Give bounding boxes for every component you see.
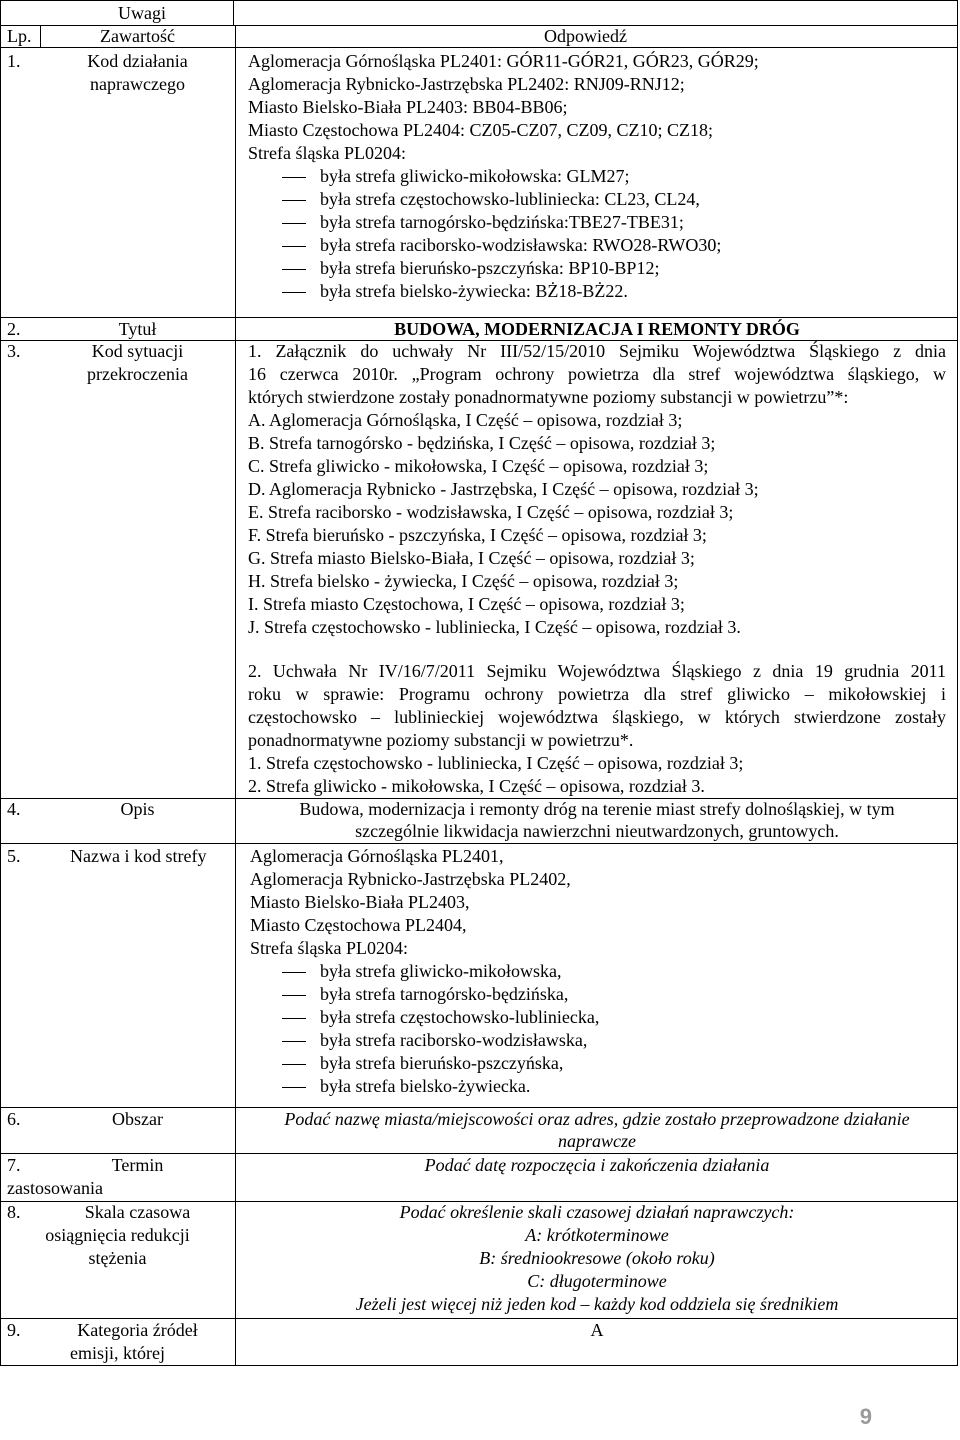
dash-bullet <box>282 1087 306 1088</box>
paragraph-line: których stwierdzone zostały ponadnormatywne poziomy substancji w powietrzu”*: <box>248 387 849 407</box>
list-item: była strefa częstochowsko-lubliniecka, <box>320 1007 600 1027</box>
dash-bullet <box>282 1064 306 1065</box>
list-item: 1. Strefa częstochowsko - lubliniecka, I Część – opisowa, rozdział 3; <box>248 753 744 773</box>
row-number: 6. <box>7 1109 21 1129</box>
row-value: szczególnie likwidacja nawierzchni nieutwardzonych, gruntowych. <box>355 821 839 841</box>
list-item: Strefa śląska PL0204: <box>248 143 406 163</box>
row-label: przekroczenia <box>87 364 188 384</box>
row-number: 5. <box>7 846 21 866</box>
row-label: emisji, której <box>70 1343 165 1363</box>
list-item: była strefa tarnogórsko-będzińska:TBE27-TBE31; <box>320 212 684 232</box>
row-label: Kod sytuacji <box>91 341 184 361</box>
row-number: 7. <box>7 1155 21 1175</box>
list-item: była strefa raciborsko-wodzisławska, <box>320 1030 588 1050</box>
row-value: BUDOWA, MODERNIZACJA I REMONTY DRÓG <box>394 319 800 339</box>
list-item: była strefa bielsko-żywiecka: BŻ18-BŻ22. <box>320 281 628 301</box>
row-number: 2. <box>7 319 21 339</box>
list-item: była strefa bieruńsko-pszczyńska, <box>320 1053 564 1073</box>
table-title: Uwagi <box>118 3 166 23</box>
row-label: naprawczego <box>90 74 185 94</box>
row-value: Podać datę rozpoczęcia i zakończenia działania <box>424 1155 770 1175</box>
row-label: Obszar <box>112 1109 163 1129</box>
row-number: 3. <box>7 341 21 361</box>
column-divider <box>233 0 234 25</box>
row-value: B: średniookresowe (około roku) <box>479 1248 715 1268</box>
list-item: była strefa gliwicko-mikołowska, <box>320 961 562 981</box>
row-value: A <box>590 1320 604 1340</box>
row-value: Podać nazwę miasta/miejscowości oraz adres, gdzie zostało przeprowadzone działanie <box>284 1109 910 1129</box>
paragraph-line: częstochowsko – lublinieckiej województwa śląskiego, w których stwierdzone zostały <box>248 707 946 727</box>
column-header-lp: Lp. <box>7 26 32 46</box>
list-item: była strefa gliwicko-mikołowska: GLM27; <box>320 166 630 186</box>
dash-bullet <box>282 177 306 178</box>
row-label: Nazwa i kod strefy <box>70 846 207 866</box>
list-item: H. Strefa bielsko - żywiecka, I Część – opisowa, rozdział 3; <box>248 571 679 591</box>
dash-bullet <box>282 1018 306 1019</box>
list-item: J. Strefa częstochowsko - lubliniecka, I Część – opisowa, rozdział 3. <box>248 617 741 637</box>
row-label: Kategoria źródeł <box>77 1320 198 1340</box>
dash-bullet <box>282 972 306 973</box>
list-item: była strefa bieruńsko-pszczyńska: BP10-BP12; <box>320 258 660 278</box>
dash-bullet <box>282 292 306 293</box>
row-number: 4. <box>7 799 21 819</box>
list-item: Miasto Bielsko-Biała PL2403, <box>250 892 470 912</box>
row-value: A: krótkoterminowe <box>525 1225 669 1245</box>
dash-bullet <box>282 1041 306 1042</box>
column-header-odpowiedz: Odpowiedź <box>544 26 627 46</box>
paragraph-line: 1. Załącznik do uchwały Nr III/52/15/2010 Sejmiku Województwa Śląskiego z dnia <box>248 341 946 361</box>
list-item: Miasto Częstochowa PL2404, <box>250 915 467 935</box>
row-value: C: długoterminowe <box>527 1271 667 1291</box>
row-value: Jeżeli jest więcej niż jeden kod – każdy kod oddziela się średnikiem <box>355 1294 839 1314</box>
list-item: Aglomeracja Rybnicko-Jastrzębska PL2402, <box>250 869 571 889</box>
list-item: Strefa śląska PL0204: <box>250 938 408 958</box>
dash-bullet <box>282 995 306 996</box>
dash-bullet <box>282 200 306 201</box>
row-value: naprawcze <box>558 1131 636 1151</box>
list-item: D. Aglomeracja Rybnicko - Jastrzębska, I Część – opisowa, rozdział 3; <box>248 479 759 499</box>
page-number: 9 <box>859 1404 872 1429</box>
row-number: 8. <box>7 1202 21 1222</box>
row-value: Podać określenie skali czasowej działań naprawczych: <box>399 1202 795 1222</box>
dash-bullet <box>282 269 306 270</box>
dash-bullet <box>282 246 306 247</box>
dash-bullet <box>282 223 306 224</box>
row-label: Tytuł <box>118 319 157 339</box>
row-label: Skala czasowa <box>84 1202 191 1222</box>
row-label: stężenia <box>88 1248 147 1268</box>
list-item: Aglomeracja Górnośląska PL2401: GÓR11-GÓR21, GÓR23, GÓR29; <box>248 51 759 71</box>
list-item: C. Strefa gliwicko - mikołowska, I Część – opisowa, rozdział 3; <box>248 456 709 476</box>
column-header-zawartosc: Zawartość <box>100 26 175 46</box>
list-item: Aglomeracja Rybnicko-Jastrzębska PL2402: RNJ09-RNJ12; <box>248 74 685 94</box>
row-label: Opis <box>120 799 155 819</box>
row-label: Kod działania <box>87 51 188 71</box>
list-item: A. Aglomeracja Górnośląska, I Część – opisowa, rozdział 3; <box>248 410 683 430</box>
row-label: Termin <box>111 1155 164 1175</box>
list-item: B. Strefa tarnogórsko - będzińska, I Część – opisowa, rozdział 3; <box>248 433 716 453</box>
paragraph-line: roku w sprawie: Programu ochrony powietrza dla stref gliwicko – mikołowskiej i <box>248 684 946 704</box>
paragraph-line: ponadnormatywne poziomy substancji w powietrzu*. <box>248 730 634 750</box>
list-item: E. Strefa raciborsko - wodzisławska, I Część – opisowa, rozdział 3; <box>248 502 734 522</box>
list-item: Miasto Częstochowa PL2404: CZ05-CZ07, CZ09, CZ10; CZ18; <box>248 120 713 140</box>
paragraph-line: 2. Uchwała Nr IV/16/7/2011 Sejmiku Województwa Śląskiego z dnia 19 grudnia 2011 <box>248 661 946 681</box>
column-divider <box>40 25 41 47</box>
list-item: 2. Strefa gliwicko - mikołowska, I Część – opisowa, rozdział 3. <box>248 776 705 796</box>
row-number: 1. <box>7 51 21 71</box>
row-divider <box>0 843 958 844</box>
list-item: była strefa bielsko-żywiecka. <box>320 1076 531 1096</box>
row-label: osiągnięcia redukcji <box>45 1225 190 1245</box>
row-number: 9. <box>7 1320 21 1340</box>
list-item: Aglomeracja Górnośląska PL2401, <box>250 846 504 866</box>
row-label: zastosowania <box>7 1178 103 1198</box>
list-item: Miasto Bielsko-Biała PL2403: BB04-BB06; <box>248 97 568 117</box>
paragraph-line: 16 czerwca 2010r. „Program ochrony powietrza dla stref województwa śląskiego, w <box>248 364 946 384</box>
list-item: F. Strefa bieruńsko - pszczyńska, I Część – opisowa, rozdział 3; <box>248 525 707 545</box>
row-value: Budowa, modernizacja i remonty dróg na terenie miast strefy dolnośląskiej, w tym <box>299 799 895 819</box>
list-item: była strefa tarnogórsko-będzińska, <box>320 984 569 1004</box>
list-item: była strefa częstochowsko-lubliniecka: CL23, CL24, <box>320 189 700 209</box>
list-item: była strefa raciborsko-wodzisławska: RWO28-RWO30; <box>320 235 722 255</box>
list-item: G. Strefa miasto Bielsko-Biała, I Część – opisowa, rozdział 3; <box>248 548 695 568</box>
list-item: I. Strefa miasto Częstochowa, I Część – opisowa, rozdział 3; <box>248 594 685 614</box>
table-border <box>0 0 1 1365</box>
table-border <box>0 1365 958 1366</box>
table-border <box>0 0 958 1</box>
